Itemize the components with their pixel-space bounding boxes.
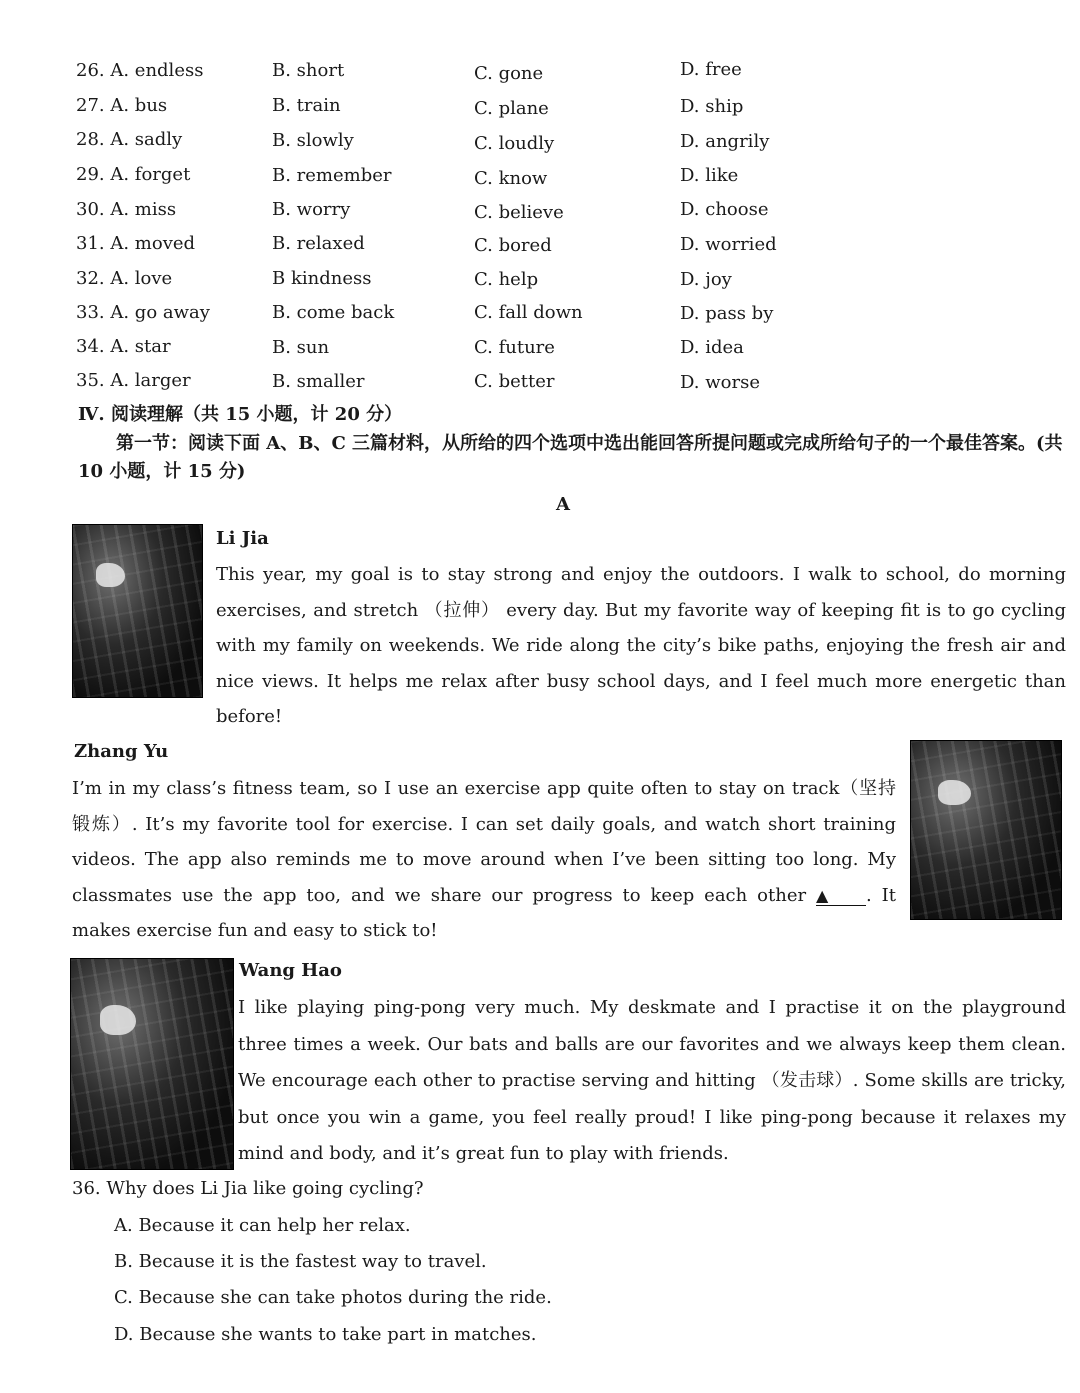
choice-33-c: C. fall down [474,302,583,323]
passage-letter: A [556,494,570,515]
question-36-option-b: B. Because it is the fastest way to travel. [114,1251,487,1272]
choice-28-d: D. angrily [680,131,770,152]
choice-31-d: D. worried [680,234,777,255]
choice-29-a: 29. A. forget [76,164,191,185]
choice-35-b: B. smaller [272,371,365,392]
pingpong-photo [70,958,234,1170]
choice-33-d: D. pass by [680,303,774,324]
choice-33-b: B. come back [272,302,395,323]
zhangyu-text [72,771,896,949]
choice-34-c: C. future [474,337,555,358]
choice-34-d: D. idea [680,337,744,358]
wanghao-text: I like playing ping-pong very much. My deskmate and I practise it on the playground three times a week. Our bats and balls are our favorites and we always keep them clean. We encourage each other to practise serving and hitting （发击球）. Some skills are tricky, but once you win a game, you feel really proud! I like ping-pong because it relaxes my mind and body, and it’s great fun to play with friends. [238,997,1066,1164]
question-36-option-d: D. Because she wants to take part in matches. [114,1324,537,1345]
choice-26-b: B. short [272,60,345,81]
choice-27-b: B. train [272,95,341,116]
choice-26-a: 26. A. endless [76,60,204,81]
choice-29-b: B. remember [272,165,392,186]
choice-33-a: 33. A. go away [76,302,210,323]
question-36-stem: 36. Why does Li Jia like going cycling? [72,1178,424,1199]
choice-32-d: D. joy [680,269,732,290]
choice-29-c: C. know [474,168,548,189]
lijia-name: Li Jia [216,528,269,549]
lijia-text: This year, my goal is to stay strong and enjoy the outdoors. I walk to school, do morning exercises, and stretch （拉伸） every day. But my favorite way of keeping fit is to go cycling with my family on weekends. We ride along the city’s bike paths, enjoying the fresh air and nice views. It helps me relax after busy school days, and I feel much more energetic than before! [216,564,1066,727]
choice-31-a: 31. A. moved [76,233,196,254]
choice-34-b: B. sun [272,337,330,358]
choice-29-d: D. like [680,165,739,186]
choice-31-b: B. relaxed [272,233,365,254]
choice-26-d: D. free [680,59,742,80]
choice-32-a: 32. A. love [76,268,173,289]
question-36-option-a: A. Because it can help her relax. [114,1215,411,1236]
choice-27-a: 27. A. bus [76,95,168,116]
section-heading: Ⅳ. 阅读理解（共 15 小题，计 20 分） [78,404,403,425]
choice-34-a: 34. A. star [76,336,171,357]
choice-28-c: C. loudly [474,133,555,154]
choice-32-b: B kindness [272,268,372,289]
zhangyu-text-after: . It makes exercise fun and easy to stick to! [72,884,896,941]
choice-35-c: C. better [474,371,555,392]
choice-35-d: D. worse [680,372,760,393]
choice-35-a: 35. A. larger [76,370,191,391]
fitness-app-photo [910,740,1062,920]
choice-27-c: C. plane [474,98,549,119]
blank-marker: ▲ [816,887,866,906]
zhangyu-name: Zhang Yu [74,741,169,762]
choice-28-a: 28. A. sadly [76,129,183,150]
choice-30-a: 30. A. miss [76,199,177,220]
section-instruction: 第一节：阅读下面 A、B、C 三篇材料，从所给的四个选项中选出能回答所提问题或完成所给句子的一个最佳答案。(共 10 小题，计 15 分) [78,433,1063,482]
choice-27-d: D. ship [680,96,744,117]
question-36-option-c: C. Because she can take photos during the ride. [114,1287,552,1308]
cycling-photo [72,524,203,698]
choice-26-c: C. gone [474,63,544,84]
choice-30-d: D. choose [680,199,769,220]
choice-32-c: C. help [474,269,539,290]
zhangyu-text-before: I’m in my class’s fitness team, so I use an exercise app quite often to stay on track（坚持锻炼）. It’s my favorite tool for exercise. I can set daily goals, and watch short training videos. The app also reminds me to move around when I’ve been sitting too long. My classmates use the app too, and we share our progress to keep each other [72,778,896,906]
choice-31-c: C. bored [474,235,552,256]
wanghao-name: Wang Hao [239,960,342,981]
choice-30-b: B. worry [272,199,351,220]
choice-30-c: C. believe [474,202,564,223]
choice-28-b: B. slowly [272,130,354,151]
